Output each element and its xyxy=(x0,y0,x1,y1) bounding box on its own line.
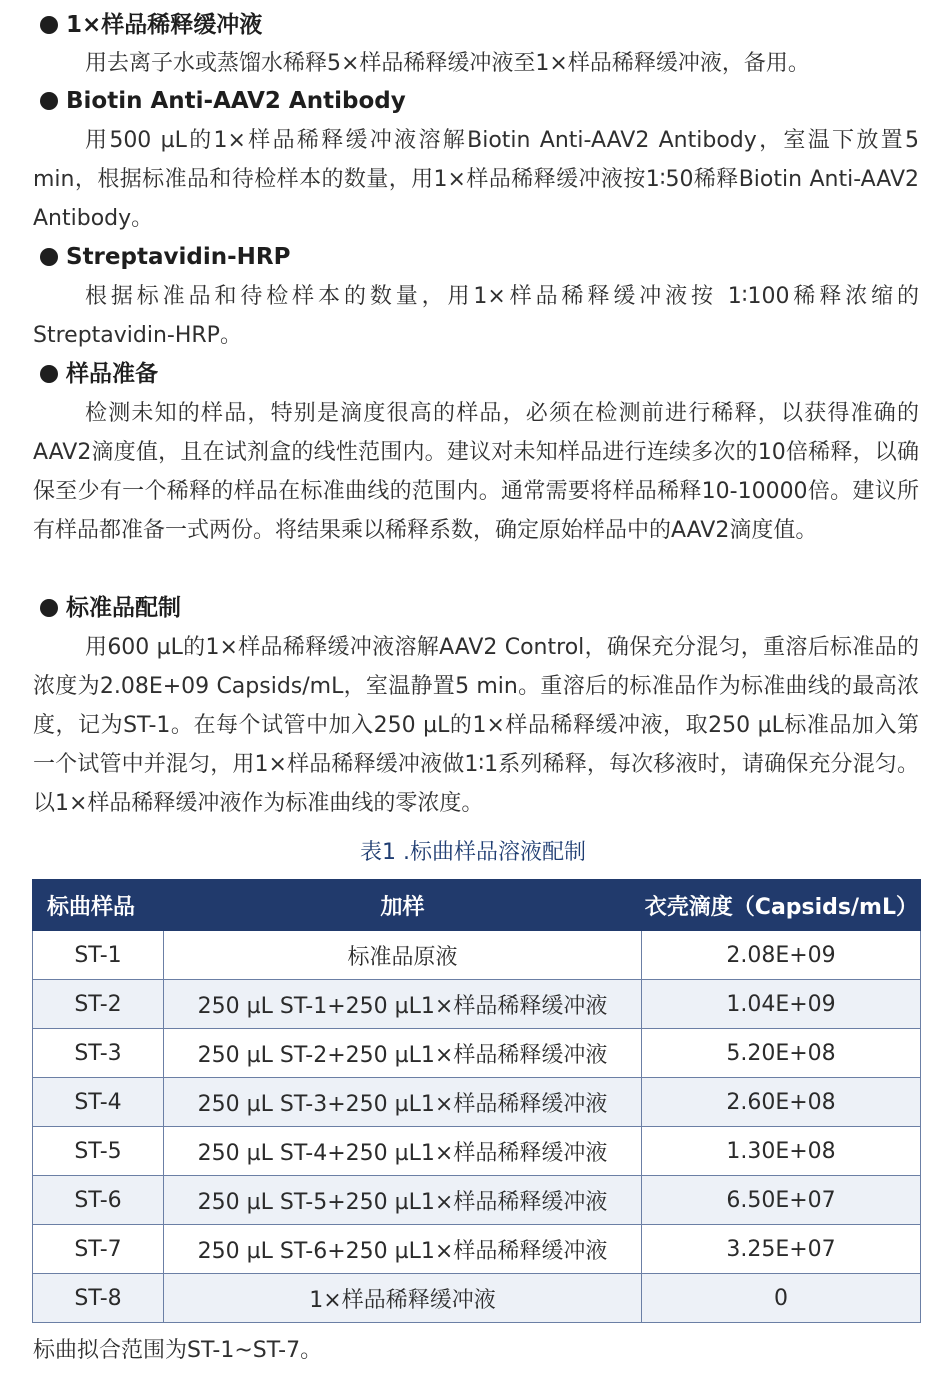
cell-titer: 2.60E+08 xyxy=(642,1078,921,1127)
section-heading-text: 标准品配制 xyxy=(66,595,181,621)
cell-standard: ST-2 xyxy=(33,980,164,1029)
table-row xyxy=(33,980,921,1029)
cell-loading: 1×样品稀释缓冲液 xyxy=(164,1274,642,1323)
cell-titer: 1.04E+09 xyxy=(642,980,921,1029)
column-header-loading: 加样 xyxy=(164,880,642,931)
section-paragraph-streptavidin-hrp: 根据标准品和待检样本的数量，用1×样品稀释缓冲液按 1∶100稀释浓缩的Streptavidin-HRP。 xyxy=(33,284,919,348)
cell-standard: ST-1 xyxy=(33,931,164,980)
column-header-standard: 标曲样品 xyxy=(33,880,164,931)
table-row xyxy=(33,931,921,980)
section-heading-streptavidin-hrp xyxy=(40,242,290,272)
standard-curve-table xyxy=(32,879,921,1323)
cell-standard: ST-3 xyxy=(33,1029,164,1078)
cell-standard: ST-7 xyxy=(33,1225,164,1274)
section-paragraph-standard-prep: 用600 µL的1×样品稀释缓冲液溶解AAV2 Control，确保充分混匀，重溶后标准品的浓度为2.08E+09 Capsids/mL，室温静置5 min。重溶后的标准品作为标准曲线的最高浓度，记为ST-1。在每个试管中加入250 µL的1×样品稀释缓冲液，取250 µL标准品加入第一个试管中并混匀，用1×样品稀释缓冲液做1∶1系列稀释，每次移液时，请确保充分混匀。以1×样品稀释缓冲液作为标准曲线的零浓度。 xyxy=(33,635,919,816)
section-heading-buffer xyxy=(40,10,262,40)
bullet-icon xyxy=(40,248,58,266)
table-row xyxy=(33,1029,921,1078)
cell-loading: 250 µL ST-5+250 µL1×样品稀释缓冲液 xyxy=(164,1176,642,1225)
cell-loading: 标准品原液 xyxy=(164,931,642,980)
cell-titer: 2.08E+09 xyxy=(642,931,921,980)
section-heading-biotin-antibody xyxy=(40,86,406,116)
section-paragraph-sample-prep: 检测未知的样品，特别是滴度很高的样品，必须在检测前进行稀释，以获得准确的AAV2滴度值，且在试剂盒的线性范围内。建议对未知样品进行连续多次的10倍稀释，以确保至少有一个稀释的样品在标准曲线的范围内。通常需要将样品稀释10-10000倍。建议所有样品都准备一式两份。将结果乘以稀释系数，确定原始样品中的AAV2滴度值。 xyxy=(33,401,919,543)
cell-titer: 3.25E+07 xyxy=(642,1225,921,1274)
table-row xyxy=(33,1078,921,1127)
table-footnote: 标曲拟合范围为ST-1~ST-7。 xyxy=(33,1338,323,1363)
cell-standard: ST-8 xyxy=(33,1274,164,1323)
cell-loading: 250 µL ST-2+250 µL1×样品稀释缓冲液 xyxy=(164,1029,642,1078)
section-heading-text: Streptavidin-HRP xyxy=(66,244,291,270)
bullet-icon xyxy=(40,365,58,383)
cell-standard: ST-6 xyxy=(33,1176,164,1225)
table-header-row xyxy=(33,880,921,931)
cell-titer: 0 xyxy=(642,1274,921,1323)
cell-loading: 250 µL ST-6+250 µL1×样品稀释缓冲液 xyxy=(164,1225,642,1274)
section-heading-standard-prep xyxy=(40,593,181,623)
bullet-icon xyxy=(40,599,58,617)
table-caption: 表1 .标曲样品溶液配制 xyxy=(360,840,586,865)
section-paragraph-biotin-antibody: 用500 µL的1×样品稀释缓冲液溶解Biotin Anti-AAV2 Antibody，室温下放置5 min，根据标准品和待检样本的数量，用1×样品稀释缓冲液按1∶50稀释Biotin Anti-AAV2 Antibody。 xyxy=(33,128,919,231)
section-heading-text: Biotin Anti-AAV2 Antibody xyxy=(66,88,406,114)
bullet-icon xyxy=(40,92,58,110)
column-header-titer: 衣壳滴度（Capsids/mL） xyxy=(642,880,921,931)
table-row xyxy=(33,1274,921,1323)
cell-loading: 250 µL ST-4+250 µL1×样品稀释缓冲液 xyxy=(164,1127,642,1176)
table-row xyxy=(33,1176,921,1225)
cell-loading: 250 µL ST-1+250 µL1×样品稀释缓冲液 xyxy=(164,980,642,1029)
cell-standard: ST-4 xyxy=(33,1078,164,1127)
section-heading-sample-prep xyxy=(40,359,158,389)
cell-titer: 6.50E+07 xyxy=(642,1176,921,1225)
section-paragraph-buffer: 用去离子水或蒸馏水稀释5×样品稀释缓冲液至1×样品稀释缓冲液，备用。 xyxy=(85,51,810,76)
table-row xyxy=(33,1127,921,1176)
table-row xyxy=(33,1225,921,1274)
section-heading-text: 1×样品稀释缓冲液 xyxy=(66,12,263,38)
cell-titer: 1.30E+08 xyxy=(642,1127,921,1176)
cell-standard: ST-5 xyxy=(33,1127,164,1176)
cell-titer: 5.20E+08 xyxy=(642,1029,921,1078)
bullet-icon xyxy=(40,16,58,34)
cell-loading: 250 µL ST-3+250 µL1×样品稀释缓冲液 xyxy=(164,1078,642,1127)
section-heading-text: 样品准备 xyxy=(66,361,158,387)
